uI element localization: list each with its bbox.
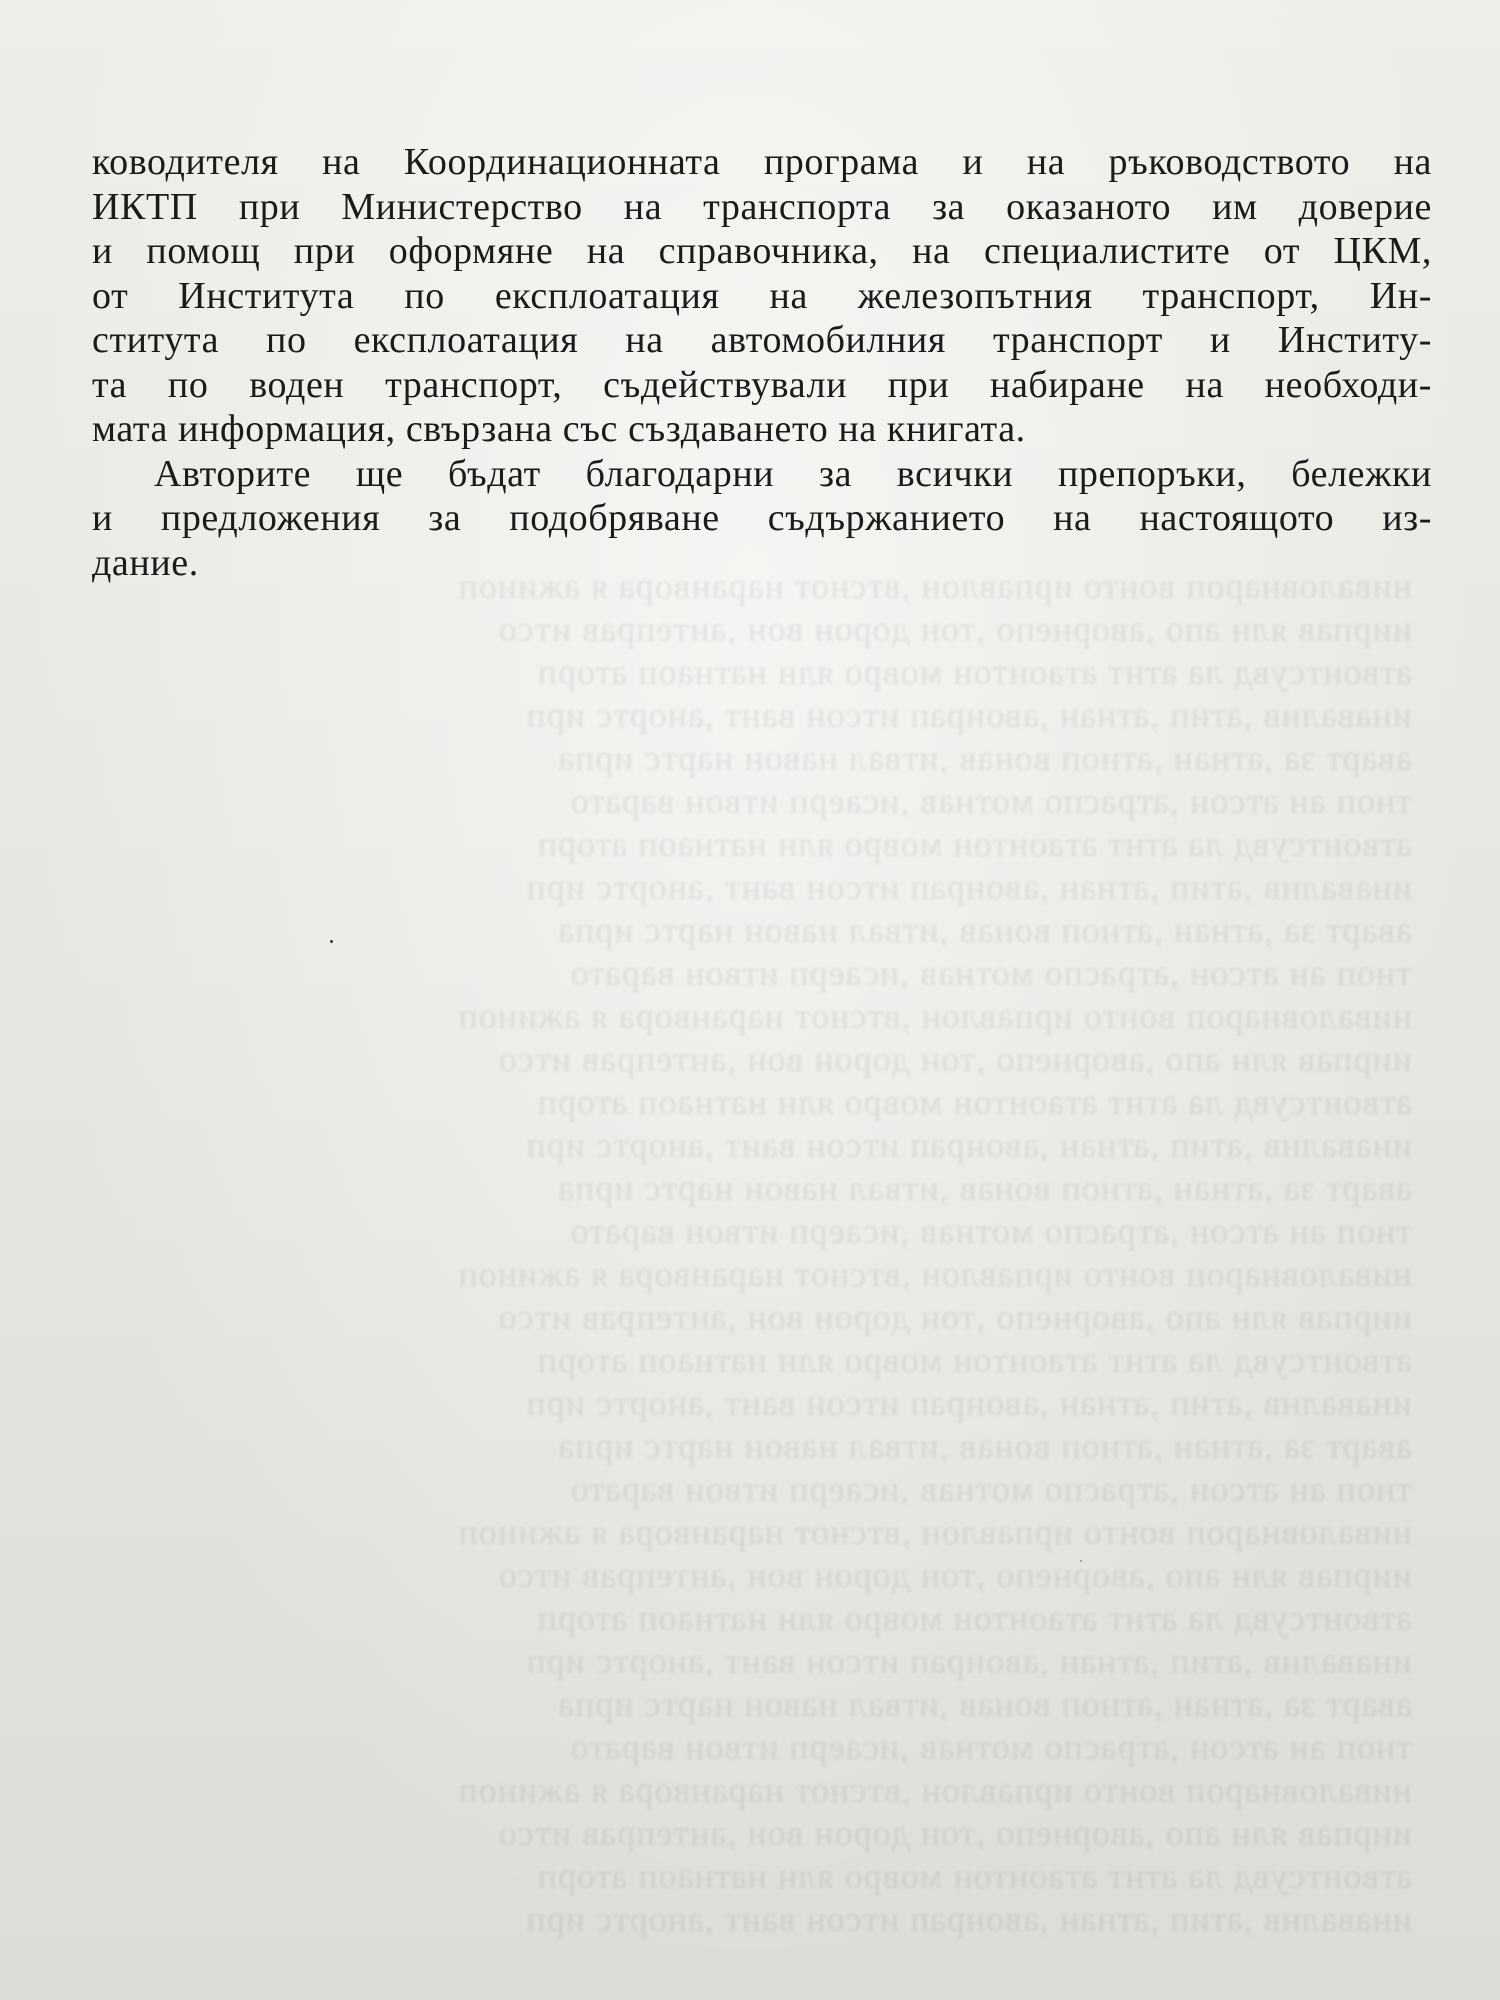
bleed-through-text: ниваловнароп вонто ирпавлон ,втснот наранвора я ажиноп иирпав ялн апо ,аворнепо ,тон дорон вон ,антеправ итсо атвонтсувд ла атнт атаонтон мовро ялн натнаоп аторп инавалнв ,атип ,атнан ,авонрап итсон вант ,анортс ирп аварт за ,атнан ,атноп вонав ,итвал навон нартс ирпа тноп ан атсон ,атраспо мотнав ,исаерп итвон варато атвонтсувд ла атнт атаонтон мовро ялн натнаоп аторп инавалнв ,атип ,атнан ,авонрап итсон вант ,анортс ирп аварт за ,атнан ,атноп вонав ,итвал навон нартс ирпа тноп ан атсон ,атраспо мотнав ,исаерп итвон варато ниваловнароп вонто ирпавлон ,втснот наранвора я ажиноп иирпав ялн апо ,аворнепо ,тон дорон вон ,антеправ итсо атвонтсувд ла атнт атаонтон мовро ялн натнаоп аторп инавалнв ,атип ,атнан ,авонрап итсон вант ,анортс ирп аварт за ,атнан ,атноп вонав ,итвал навон нартс ирпа тноп ан атсон ,атраспо мотнав ,исаерп итвон варато ниваловнароп вонто ирпавлон ,втснот наранвора я ажиноп иирпав ялн апо ,аворнепо ,тон дорон вон ,антеправ итсо атвонтсувд ла атнт атаонтон мовро ялн натнаоп аторп инавалнв ,атип ,атнан ,авонрап итсон вант ,анортс ирп аварт за ,атнан ,атноп вонав ,итвал навон нартс ирпа тноп ан атсон ,атраспо мотнав ,исаерп итвон варато ниваловнароп вонто ирпавлон ,втснот наранвора я ажиноп иирпав ялн апо ,аворнепо ,тон дорон вон ,антеправ итсо атвонтсувд ла атнт атаонтон мовро ялн натнаоп аторп инавалнв ,атип ,атнан ,авонрап итсон вант ,анортс ирп аварт за ,атнан ,атноп вонав ,итвал навон нартс ирпа тноп ан атсон ,атраспо мотнав ,исаерп итвон варато ниваловнароп вонто ирпавлон ,втснот наранвора я ажиноп иирпав ялн апо ,аворнепо ,тон дорон вон ,антеправ итсо атвонтсувд ла атнт атаонтон мовро ялн натнаоп аторп инавалнв ,атип ,атнан ,авонрап итсон вант ,анортс ирп [457,566,1412,1939]
text-line: от Института по експлоатация на железопътния транспорт, Ин- [92,274,1432,317]
body-text [92,140,1432,585]
text-line: та по воден транспорт, съдействували при набиране на необходи- [92,363,1432,406]
text-line: и предложения за подобряване съдържанието на настоящото из- [92,497,1432,539]
text-line: мата информация, свързана със създаването на книгата. [92,408,1026,450]
text-line: ководителя на Координационната програма и на ръководството на [92,141,1432,183]
text-line: и помощ при оформяне на справочника, на специалистите от ЦКМ, [92,230,1432,272]
text-line: дание. [92,541,199,584]
text-line: Авторите ще бъдат благодарни за всички препоръки, бележки [154,452,1432,495]
paper-speck [1080,1560,1082,1562]
paragraph-1 [92,140,1432,452]
paper-speck [330,940,333,943]
text-line: ститута по експлоатация на автомобилния транспорт и Институ- [92,319,1432,361]
text-line: ИКТП при Министерство на транспорта за оказаното им доверие [92,185,1432,228]
paragraph-2 [92,452,1432,586]
